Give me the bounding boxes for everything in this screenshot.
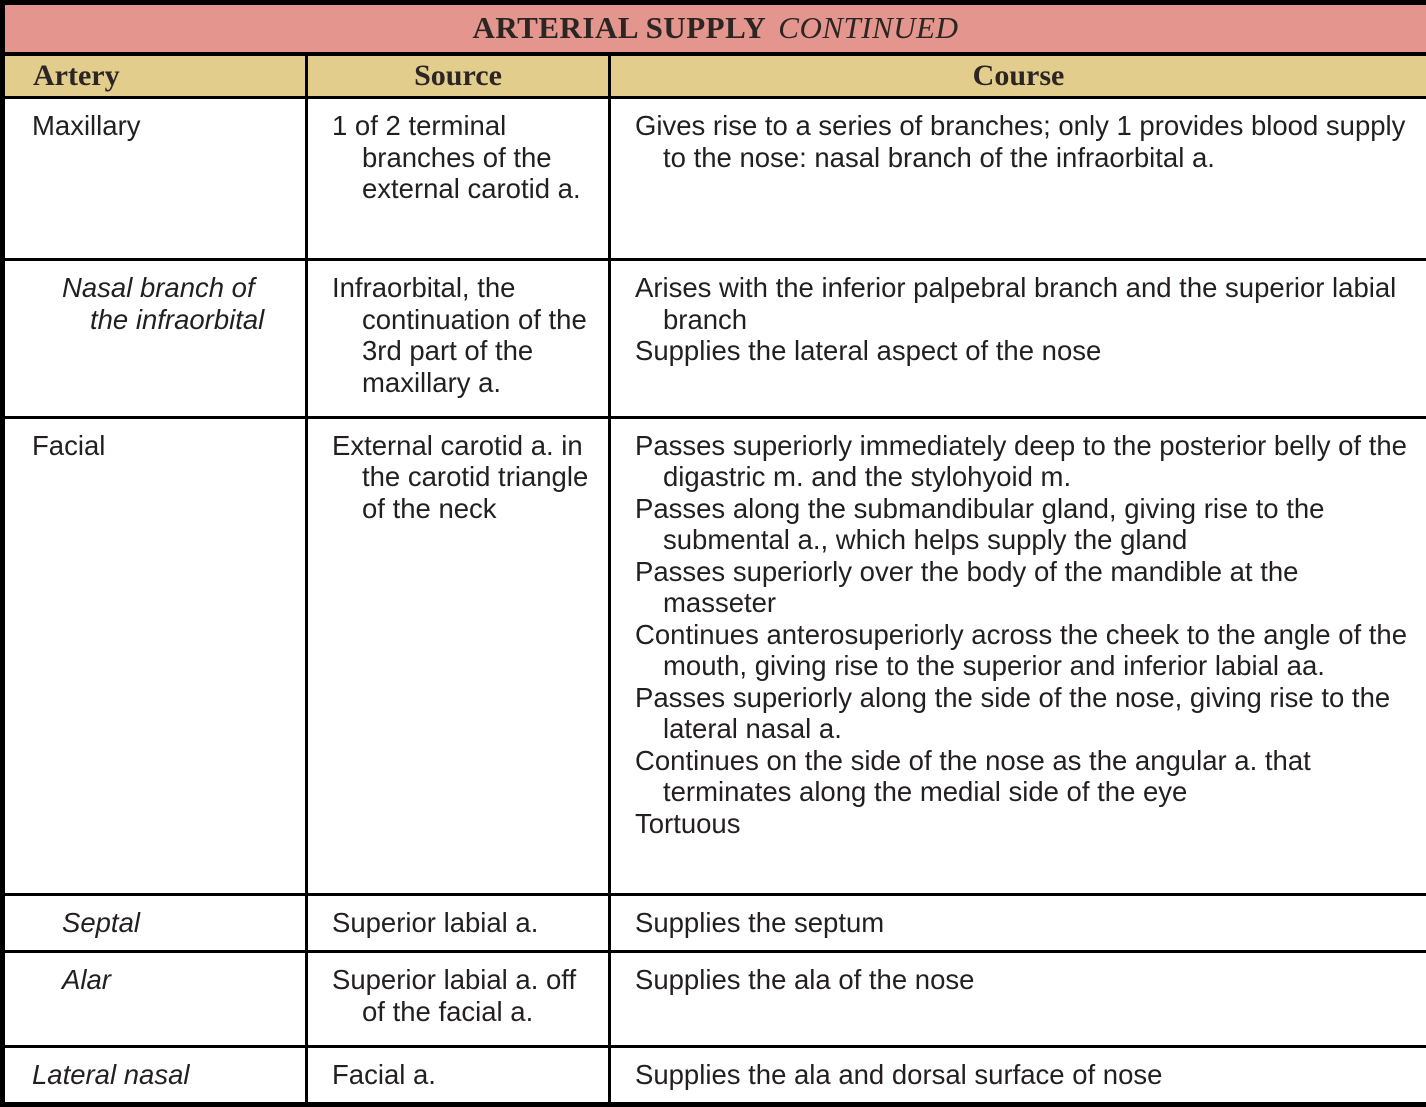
course-entry: Arises with the inferior palpebral branch and the superior labial branch [635,272,1397,335]
course-entry: Supplies the septum [635,907,885,939]
artery-cell [3,260,307,418]
course-cell [610,260,1426,418]
artery-cell [3,417,307,894]
column-header-row [3,54,1426,98]
table-body [3,98,1426,1105]
course-entry: Gives rise to a series of branches; only 1 provides blood supply to the nose: nasal branch of the infraorbital a. [635,110,1406,173]
column-header-source: Source [307,54,610,98]
course-cell [610,417,1426,894]
source-cell [307,895,610,952]
artery-name: Lateral nasal [32,1058,190,1090]
table-row [3,952,1426,1046]
table-row [3,98,1426,260]
source-text: External carotid a. in the carotid triangle of the neck [332,429,589,524]
table-row [3,1046,1426,1104]
table-row [3,417,1426,894]
source-text: 1 of 2 terminal branches of the external carotid a. [332,110,581,205]
source-text: Superior labial a. off of the facial a. [332,964,577,1027]
artery-cell [3,1046,307,1104]
table-row [3,895,1426,952]
course-entry: Tortuous [635,807,741,839]
source-text: Superior labial a. [332,907,539,939]
column-header-artery: Artery [3,54,307,98]
artery-name: Alar [62,964,111,996]
source-cell [307,1046,610,1104]
course-cell [610,1046,1426,1104]
course-entry: Continues on the side of the nose as the angular a. that terminates along the medial side of the eye [635,744,1311,808]
column-header-course: Course [610,54,1426,98]
course-cell [610,98,1426,260]
course-cell [610,952,1426,1046]
title-row [3,3,1426,54]
course-entry: Supplies the ala of the nose [635,964,975,996]
table-title [3,3,1426,54]
artery-cell [3,98,307,260]
artery-name: Facial [32,429,106,461]
source-cell [307,952,610,1046]
artery-name: Nasal branch of the infraorbital [62,272,265,335]
artery-cell [3,952,307,1046]
source-cell [307,260,610,418]
table-title-continued: CONTINUED [778,10,959,46]
course-entry: Passes superiorly along the side of the nose, giving rise to the lateral nasal a. [635,681,1391,745]
artery-name: Maxillary [32,110,141,142]
source-cell [307,98,610,260]
course-entry: Passes superiorly immediately deep to the posterior belly of the digastric m. and the stylohyoid m. [635,429,1407,493]
course-entry: Supplies the ala and dorsal surface of nose [635,1058,1163,1090]
course-cell [610,895,1426,952]
course-entry: Passes superiorly over the body of the mandible at the masseter [635,555,1299,619]
source-text: Facial a. [332,1058,436,1090]
source-text: Infraorbital, the continuation of the 3rd part of the maxillary a. [332,272,587,398]
course-entry: Passes along the submandibular gland, giving rise to the submental a., which helps supply the gland [635,492,1325,556]
course-entry: Continues anterosuperiorly across the cheek to the angle of the mouth, giving rise to the superior and inferior labial aa. [635,618,1408,682]
table-row [3,260,1426,418]
artery-name: Septal [62,907,140,939]
table-title-main: ARTERIAL SUPPLY [472,10,767,46]
artery-cell [3,895,307,952]
source-cell [307,417,610,894]
course-entry: Supplies the lateral aspect of the nose [635,335,1102,367]
